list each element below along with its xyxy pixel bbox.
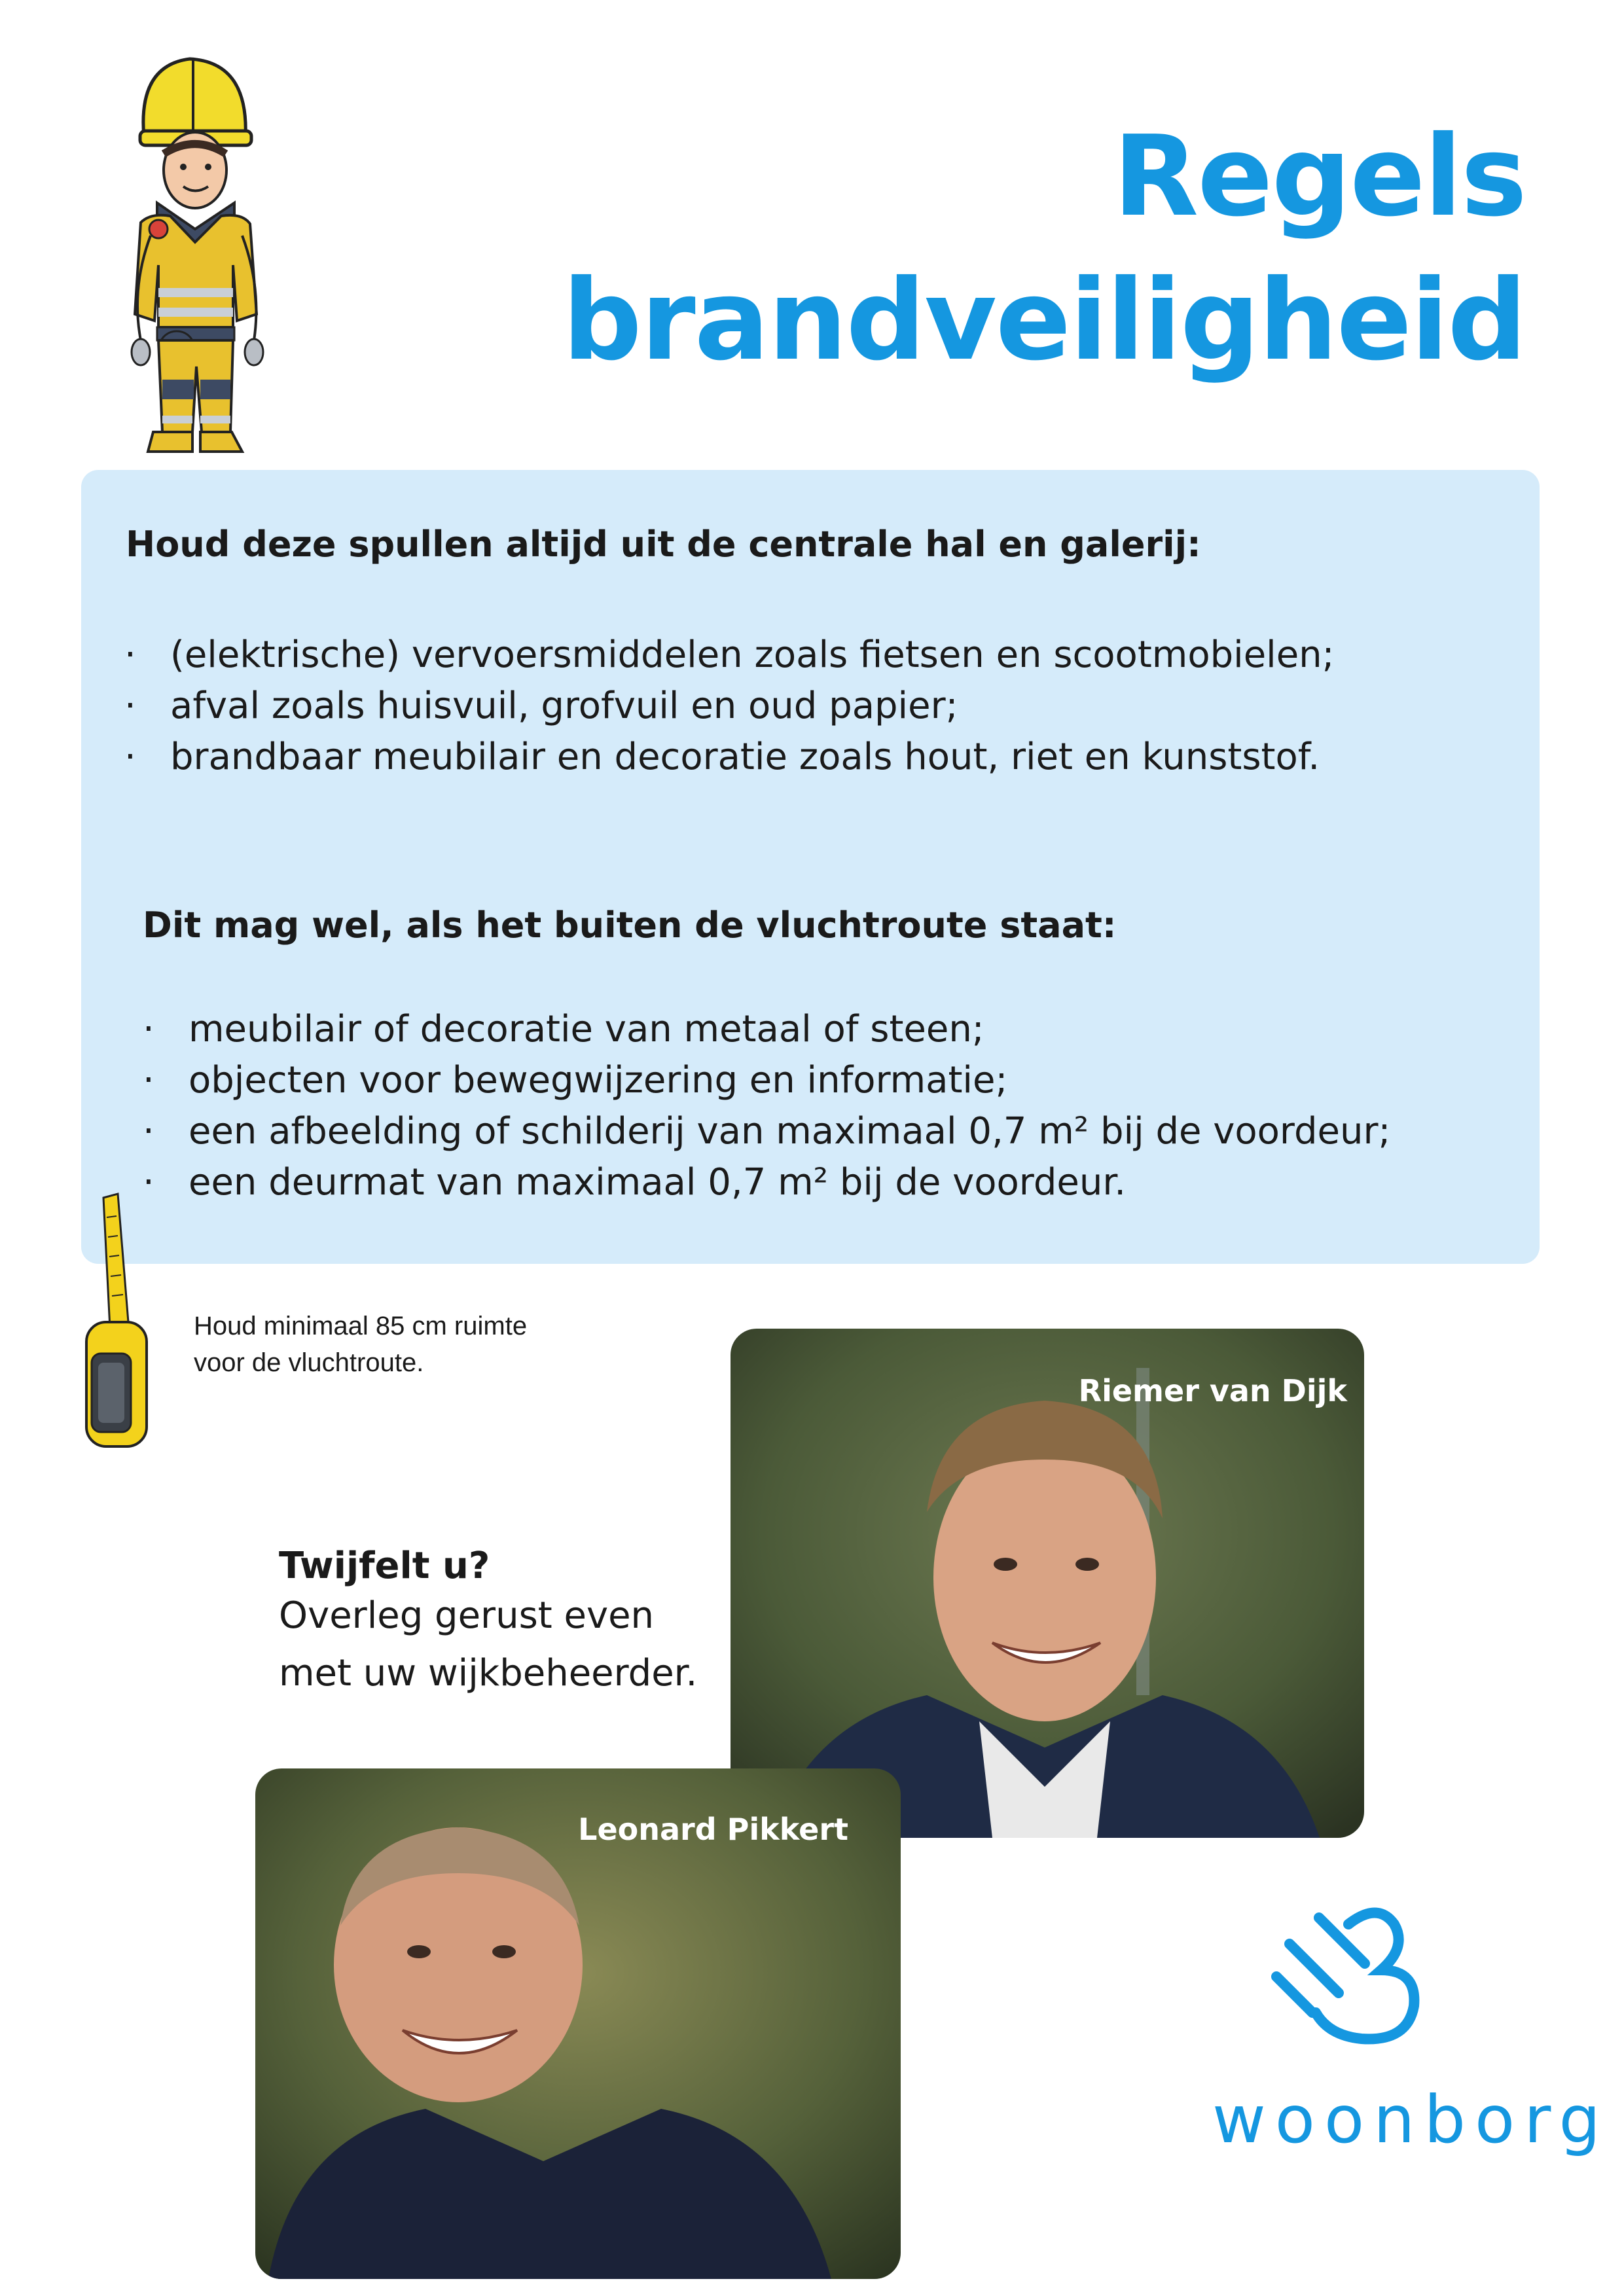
person-name-label: Riemer van Dijk [1078,1373,1347,1408]
title-line-1: Regels [1113,112,1526,242]
list-item: · brandbaar meubilair en decoratie zoals hout, riet en kunststof. [124,732,1335,783]
brand-name: woonborg [1212,2081,1610,2158]
list-item: · een deurmat van maximaal 0,7 m² bij de voordeur. [143,1157,1390,1208]
firefighter-illustration [85,39,281,465]
person-name-label: Leonard Pikkert [578,1812,848,1847]
tape-note-line-2: voor de vluchtroute. [194,1348,424,1377]
tape-measure-icon [77,1191,156,1453]
section-2-list [143,1004,1390,1208]
contact-question: Twijfelt u? [279,1545,490,1587]
page-title [562,105,1526,393]
title-line-2: brandveiligheid [562,256,1526,386]
section-2-heading: Dit mag wel, als het buiten de vluchtroute staat: [143,905,1117,946]
list-item: · meubilair of decoratie van metaal of steen; [143,1004,1390,1055]
contact-line-1: Overleg gerust even [279,1594,655,1637]
list-item: · (elektrische) vervoersmiddelen zoals fietsen en scootmobielen; [124,630,1335,681]
photo-riemer-van-dijk [731,1329,1364,1838]
list-item: · objecten voor bewegwijzering en informatie; [143,1055,1390,1106]
woonborg-logo-icon [1263,1898,1447,2068]
photo-leonard-pikkert [255,1768,901,2279]
list-item: · een afbeelding of schilderij van maximaal 0,7 m² bij de voordeur; [143,1106,1390,1157]
section-1-list [124,630,1335,783]
list-item: · afval zoals huisvuil, grofvuil en oud papier; [124,681,1335,732]
tape-note [194,1308,527,1381]
section-1-heading: Houd deze spullen altijd uit de centrale hal en galerij: [126,524,1201,565]
contact-line-2: met uw wijkbeheerder. [279,1652,698,1695]
contact-block [279,1545,697,1702]
tape-note-line-1: Houd minimaal 85 cm ruimte [194,1312,528,1340]
